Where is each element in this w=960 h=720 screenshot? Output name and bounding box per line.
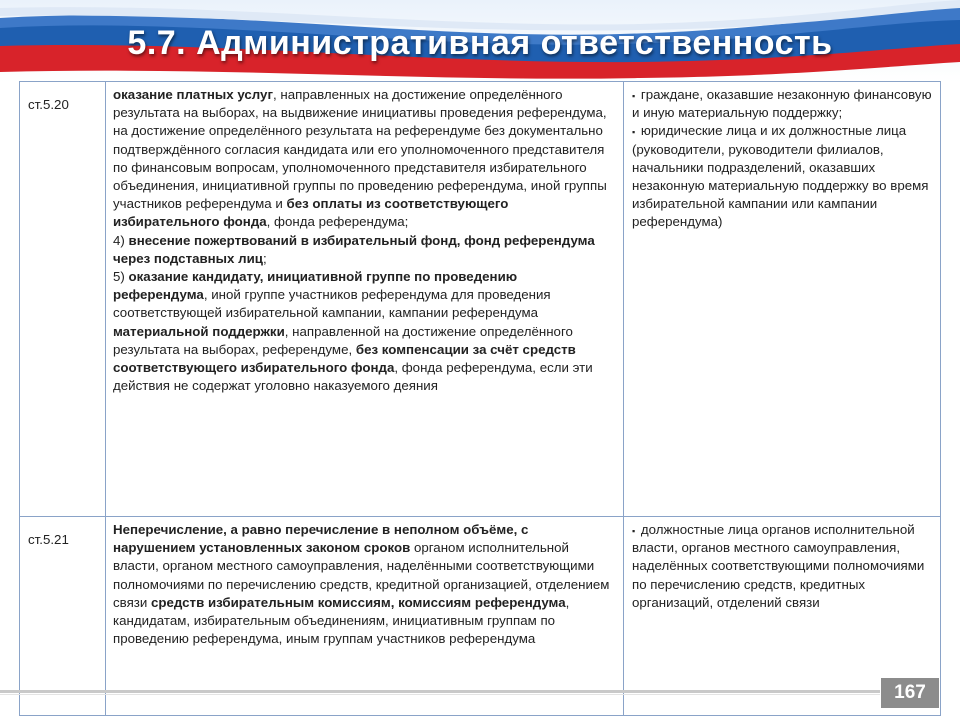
footer-divider xyxy=(0,690,880,693)
text-run: , иной группе участников референдума для проведения соответствующей избирательной кампании, кампании референдума xyxy=(113,287,551,321)
table-row xyxy=(20,82,941,517)
text-bold: оказание кандидату, инициативной группе по проведению референдума xyxy=(113,269,518,303)
text-run: , кандидатам, избирательным объединениям, инициативным группам по проведению референдума, иным группам участников референдума xyxy=(113,594,570,647)
responsibility-table xyxy=(19,81,941,716)
subject-text: должностные лица органов исполнительной власти, органов местного самоуправления, наделённых соответствующими полномочиями по перечислению средств, кредитных организаций, отделений связи xyxy=(632,522,925,610)
offense-description-cell xyxy=(106,517,624,716)
article-number: ст.5.20 xyxy=(28,97,69,112)
text-bold: без оплаты из соответствующего избирательного фонда xyxy=(113,196,509,230)
page-number-badge: 167 xyxy=(881,678,939,708)
text-run: , направленной на достижение определённого результата на выборах, референдуме, xyxy=(113,323,573,357)
article-number: ст.5.21 xyxy=(28,532,69,547)
text-run: органом исполнительной власти, органом местного самоуправления, наделёнными соответствующими полномочиями по перечислению средств, кредитной организацией, отделением связи xyxy=(113,540,610,610)
subject-item xyxy=(632,122,932,231)
text-bold: оказание платных услуг xyxy=(113,87,273,102)
text-bold: Неперечисление, а равно перечисление в неполном объёме, с нарушением установленных законом сроков xyxy=(113,522,529,556)
text-bold: внесение пожертвований в избирательный фонд, фонд референдума через подставных лиц xyxy=(113,232,595,266)
subject-item xyxy=(632,86,932,122)
offense-description-cell xyxy=(106,82,624,517)
offense-paragraph xyxy=(113,268,613,395)
subject-text: юридические лица и их должностные лица (руководители, руководители филиалов, начальники подразделений, оказавших незаконную материальную поддержку во время избирательной кампании или кампании референдума) xyxy=(632,123,929,230)
table-row xyxy=(20,517,941,716)
offense-paragraph xyxy=(113,232,613,268)
bullet-icon: ▪ xyxy=(632,127,636,138)
liable-subjects-cell xyxy=(624,82,941,517)
text-run: ; xyxy=(262,250,267,266)
text-run: 5) xyxy=(113,269,129,285)
text-bold: без компенсации за счёт средств соответствующего избирательного фонда xyxy=(113,341,576,376)
subject-item xyxy=(632,521,932,612)
article-cell xyxy=(20,82,106,517)
text-bold: средств избирательным комиссиям, комиссиям референдума xyxy=(150,594,566,610)
subject-text: граждане, оказавшие незаконную финансовую и иную материальную поддержку; xyxy=(632,87,932,121)
offense-paragraph xyxy=(113,86,613,232)
text-run: 4) xyxy=(113,232,129,248)
bullet-icon: ▪ xyxy=(632,526,636,536)
article-cell xyxy=(20,517,106,716)
text-run: , фонда референдума; xyxy=(266,214,409,230)
footer-divider xyxy=(0,694,880,695)
header-banner xyxy=(0,0,960,82)
text-bold: материальной поддержки xyxy=(113,323,285,339)
offense-paragraph xyxy=(113,521,613,648)
bullet-icon: ▪ xyxy=(632,91,636,101)
text-run: , фонда референдума, если эти действия не содержат уголовно наказуемого деяния xyxy=(113,360,593,394)
page-title: 5.7. Административная ответственность xyxy=(127,24,833,62)
text-run: , направленных на достижение определённого результата на выборах, на выдвижение инициативы проведения референдума, на достижение определённого результата на референдуме без документально подтверждённого согласия кандидата или его уполномоченного представителя по финансовым вопросам, уполномоченного представителя избирательного объединения, инициативной группы по проведению референдума, иной группы участников референдума и xyxy=(113,87,607,212)
